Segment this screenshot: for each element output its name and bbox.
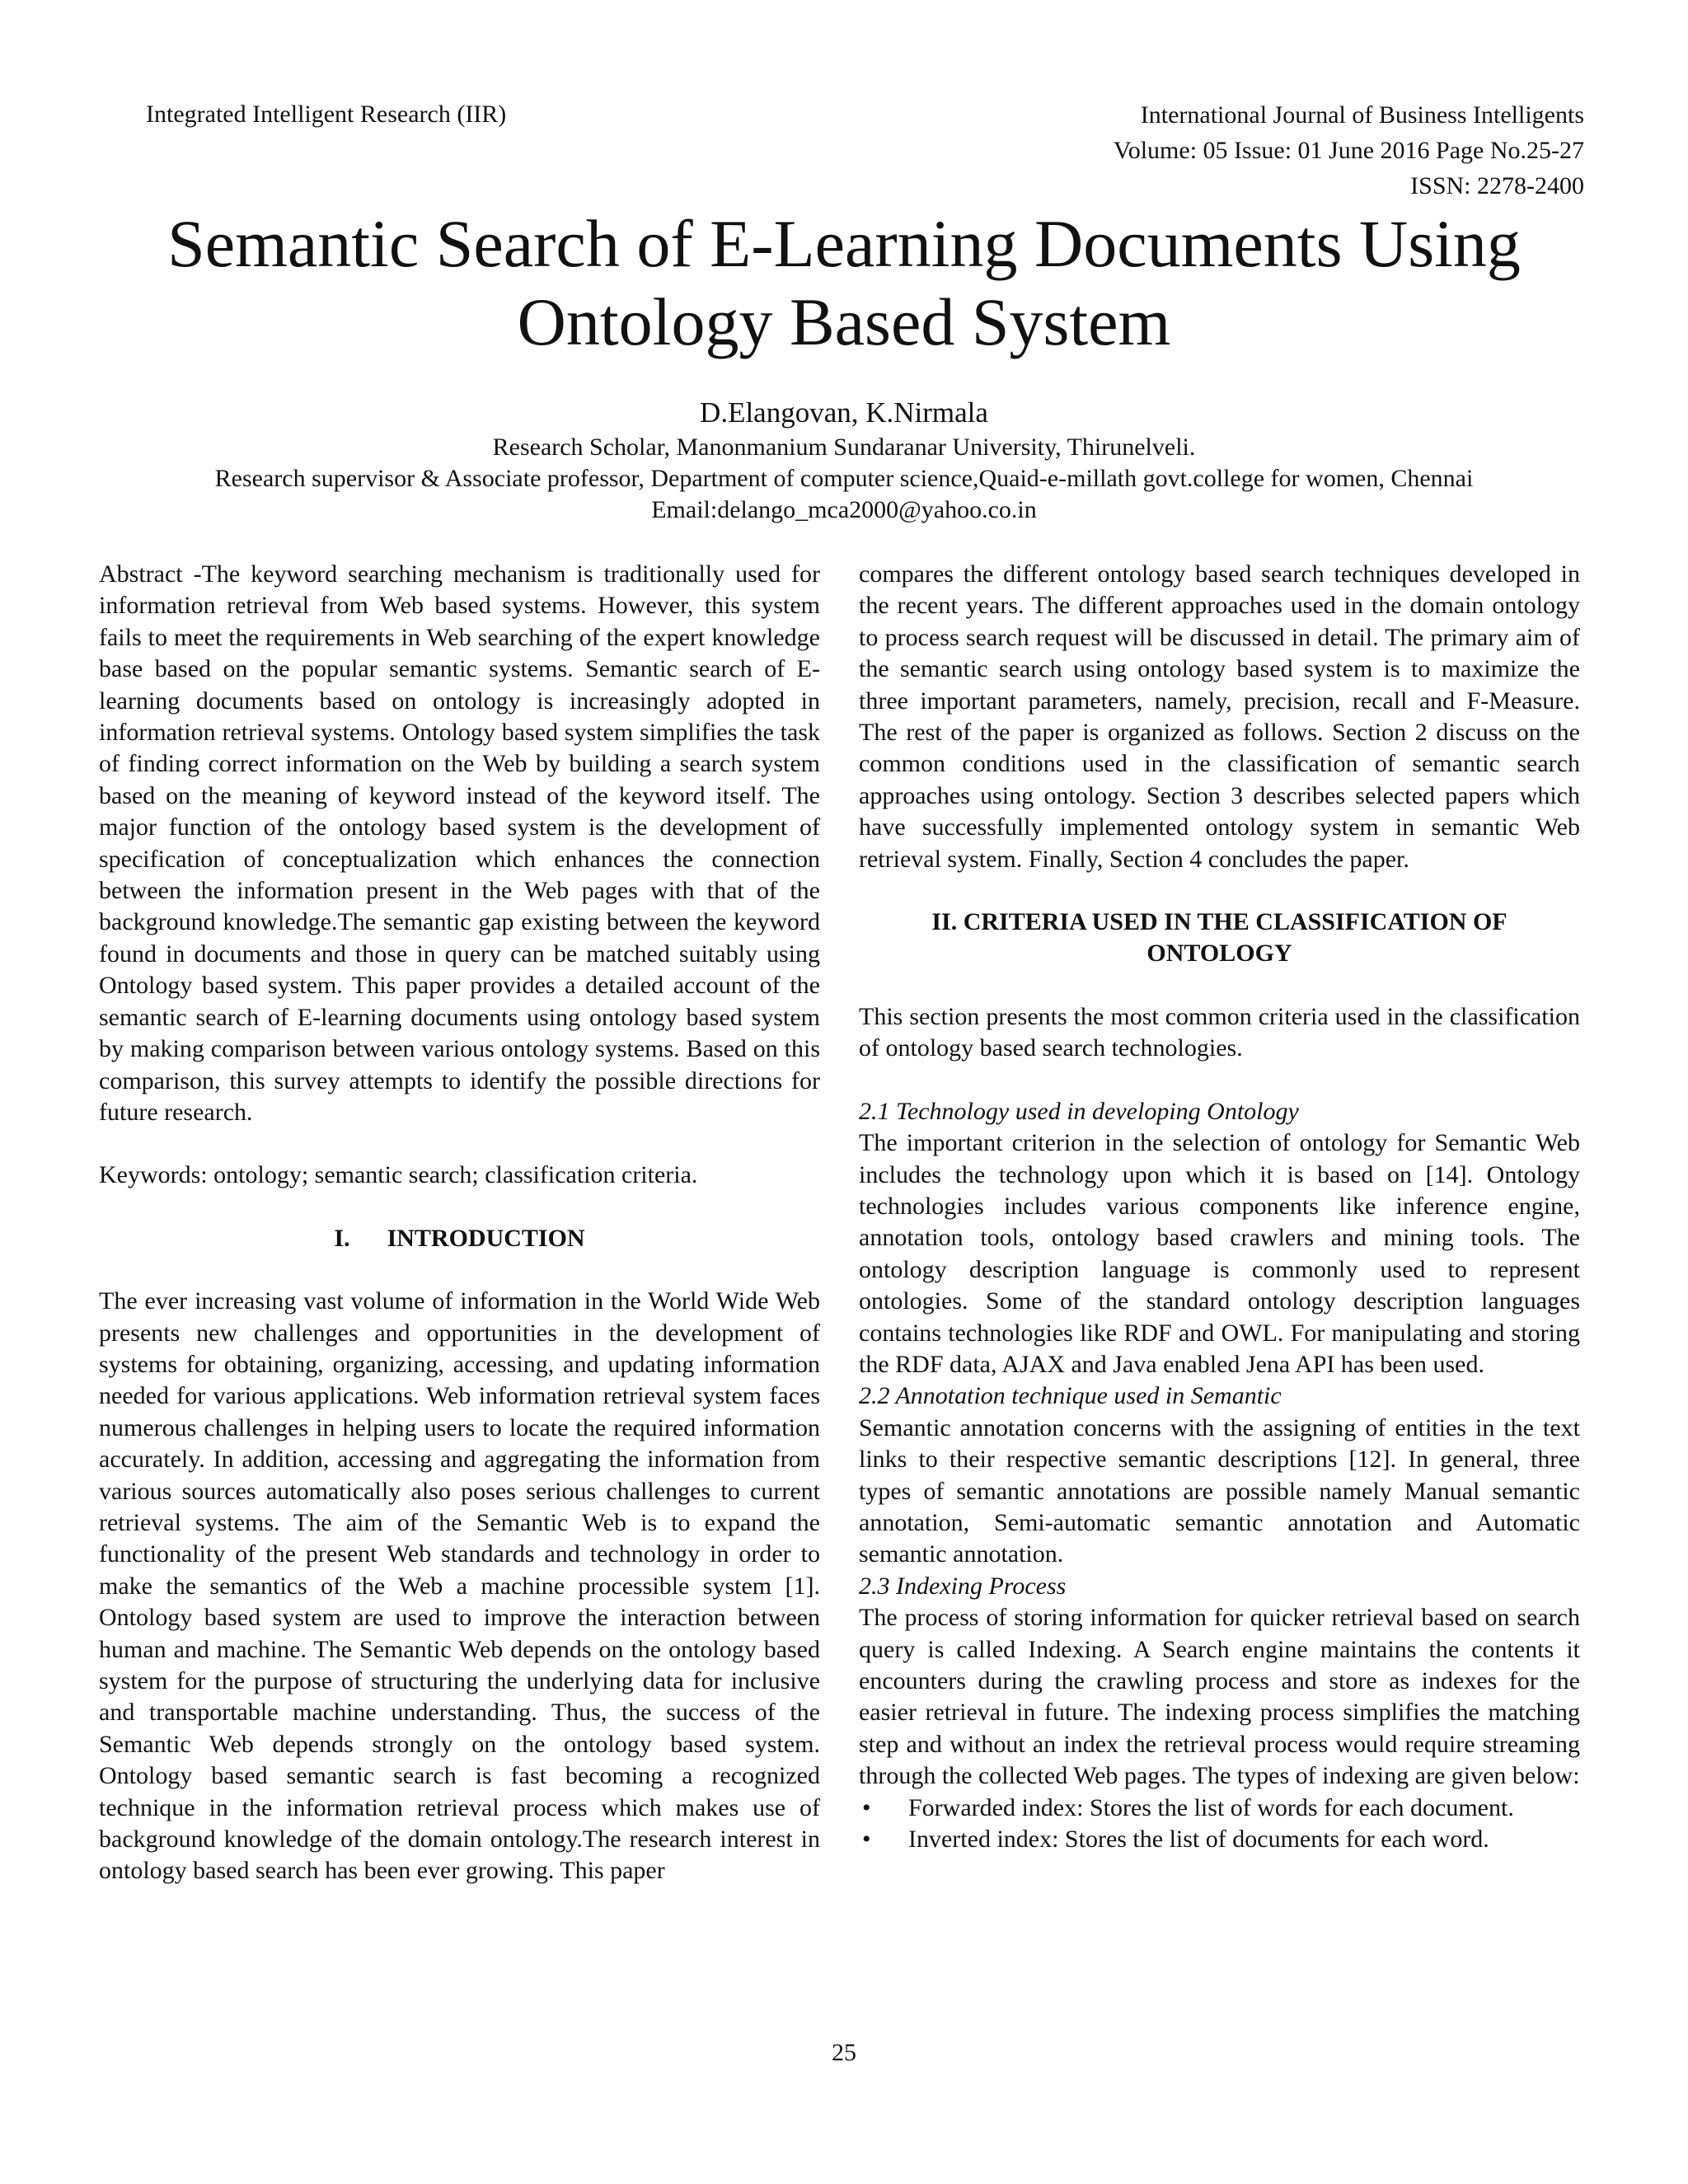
affiliation-2: Research supervisor & Associate professor, Department of computer science,Quaid-e-millath govt.college for women, Chennai <box>214 465 1474 492</box>
section-heading-introduction: I. INTRODUCTION <box>334 1224 585 1252</box>
author-block <box>0 394 1688 526</box>
list-item: • Inverted index: Stores the list of documents for each word. <box>859 1824 1580 1855</box>
section-heading-criteria <box>859 907 1580 970</box>
list-item: • Forwarded index: Stores the list of words for each document. <box>859 1793 1580 1824</box>
paper-title-line1: Semantic Search of E-Learning Documents Using <box>167 206 1521 281</box>
affiliation-1: Research Scholar, Manonmanium Sundaranar University, Thirunelveli. <box>492 434 1196 461</box>
introduction-continued: compares the different ontology based search techniques developed in the recent years. The different approaches used in the domain ontology to process search request will be discussed in detail. The primary aim of the semantic search using ontology based system is to maximize the three important parameters, namely, precision, recall and F-Measure. The rest of the paper is organized as follows. Section 2 discuss on the common conditions used in the classification of semantic search approaches using ontology. Section 3 describes selected papers which have successfully implemented ontology system in semantic Web retrieval system. Finally, Section 4 concludes the paper. <box>859 560 1580 873</box>
keywords-line: Keywords: ontology; semantic search; classification criteria. <box>99 1161 698 1189</box>
abstract-paragraph: Abstract -The keyword searching mechanism is traditionally used for information retrieval from Web based systems. However, this system fails to meet the requirements in Web searching of the expert knowledge base based on the popular semantic systems. Semantic search of E-learning documents based on ontology is increasingly adopted in information retrieval systems. Ontology based system simplifies the task of finding correct information on the Web by building a search system based on the meaning of keyword instead of the keyword itself. The major function of the ontology based system is the development of specification of conceptualization which enhances the connection between the information present in the Web pages with that of the background knowledge.The semantic gap existing between the keyword found in documents and those in query can be matched suitably using Ontology based system. This paper provides a detailed account of the semantic search of E-learning documents using ontology based system by making comparison between various ontology systems. Based on this comparison, this survey attempts to identify the possible directions for future research. <box>99 560 820 1126</box>
bullet-icon: • <box>862 1825 871 1854</box>
journal-issn: ISSN: 2278-2400 <box>1410 172 1584 199</box>
author-email: Email:delango_mca2000@yahoo.co.in <box>651 496 1037 523</box>
indexing-types-list <box>859 1793 1580 1856</box>
journal-volume: Volume: 05 Issue: 01 June 2016 Page No.25-27 <box>1113 137 1584 164</box>
technology-paragraph: The important criterion in the selection of ontology for Semantic Web includes the technology upon which it is based on [14]. Ontology technologies includes various components like inference engine, annotation tools, ontology based crawlers and mining tools. The ontology description language is commonly used to represent ontologies. Some of the standard ontology description languages contains technologies like RDF and OWL. For manipulating and storing the RDF data, AJAX and Java enabled Jena API has been used. <box>859 1129 1580 1378</box>
criteria-intro-paragraph: This section presents the most common criteria used in the classification of ontology based search technologies. <box>859 1002 1580 1062</box>
left-column <box>99 559 820 1887</box>
right-column <box>859 559 1580 1855</box>
subsection-heading-technology: 2.1 Technology used in developing Ontology <box>859 1097 1299 1125</box>
page-number: 25 <box>832 2039 856 2066</box>
indexing-paragraph: The process of storing information for quicker retrieval based on search query is called Indexing. A Search engine maintains the contents it encounters during the crawling process and store as indexes for the easier retrieval in future. The indexing process simplifies the matching step and without an index the retrieval process would require streaming through the collected Web pages. The types of indexing are given below: <box>859 1604 1580 1790</box>
paper-title <box>0 204 1688 361</box>
journal-info <box>1114 97 1584 204</box>
section-heading-criteria-line2: ONTOLOGY <box>1146 940 1292 968</box>
bullet-icon: • <box>862 1793 871 1821</box>
subsection-heading-indexing: 2.3 Indexing Process <box>859 1572 1067 1600</box>
section-heading-criteria-line1: II. CRITERIA USED IN THE CLASSIFICATION OF <box>931 908 1507 936</box>
introduction-paragraph: The ever increasing vast volume of information in the World Wide Web presents new challenges and opportunities in the development of systems for obtaining, organizing, accessing, and updating information needed for various applications. Web information retrieval system faces numerous challenges in helping users to locate the required information accurately. In addition, accessing and aggregating the information from various sources automatically also poses serious challenges to current retrieval systems. The aim of the Semantic Web is to expand the functionality of the present Web standards and technology in order to make the semantics of the Web a machine processible system [1]. Ontology based system are used to improve the interaction between human and machine. The Semantic Web depends on the ontology based system for the purpose of structuring the underlying data for inclusive and transportable machine understanding. Thus, the success of the Semantic Web depends strongly on the ontology based system. Ontology based semantic search is fast becoming a recognized technique in the information retrieval process which makes use of background knowledge of the domain ontology.The research interest in ontology based search has been ever growing. This paper <box>99 1287 820 1885</box>
subsection-heading-annotation: 2.2 Annotation technique used in Semantic <box>859 1382 1282 1410</box>
annotation-paragraph: Semantic annotation concerns with the assigning of entities in the text links to their respective semantic descriptions [12]. In general, three types of semantic annotations are possible namely Manual semantic annotation, Semi-automatic semantic annotation and Automatic semantic annotation. <box>859 1413 1580 1568</box>
author-names: D.Elangovan, K.Nirmala <box>700 396 988 429</box>
journal-name: International Journal of Business Intelligents <box>1140 101 1584 129</box>
paper-title-line2: Ontology Based System <box>517 284 1171 359</box>
journal-publisher: Integrated Intelligent Research (IIR) <box>146 101 507 128</box>
